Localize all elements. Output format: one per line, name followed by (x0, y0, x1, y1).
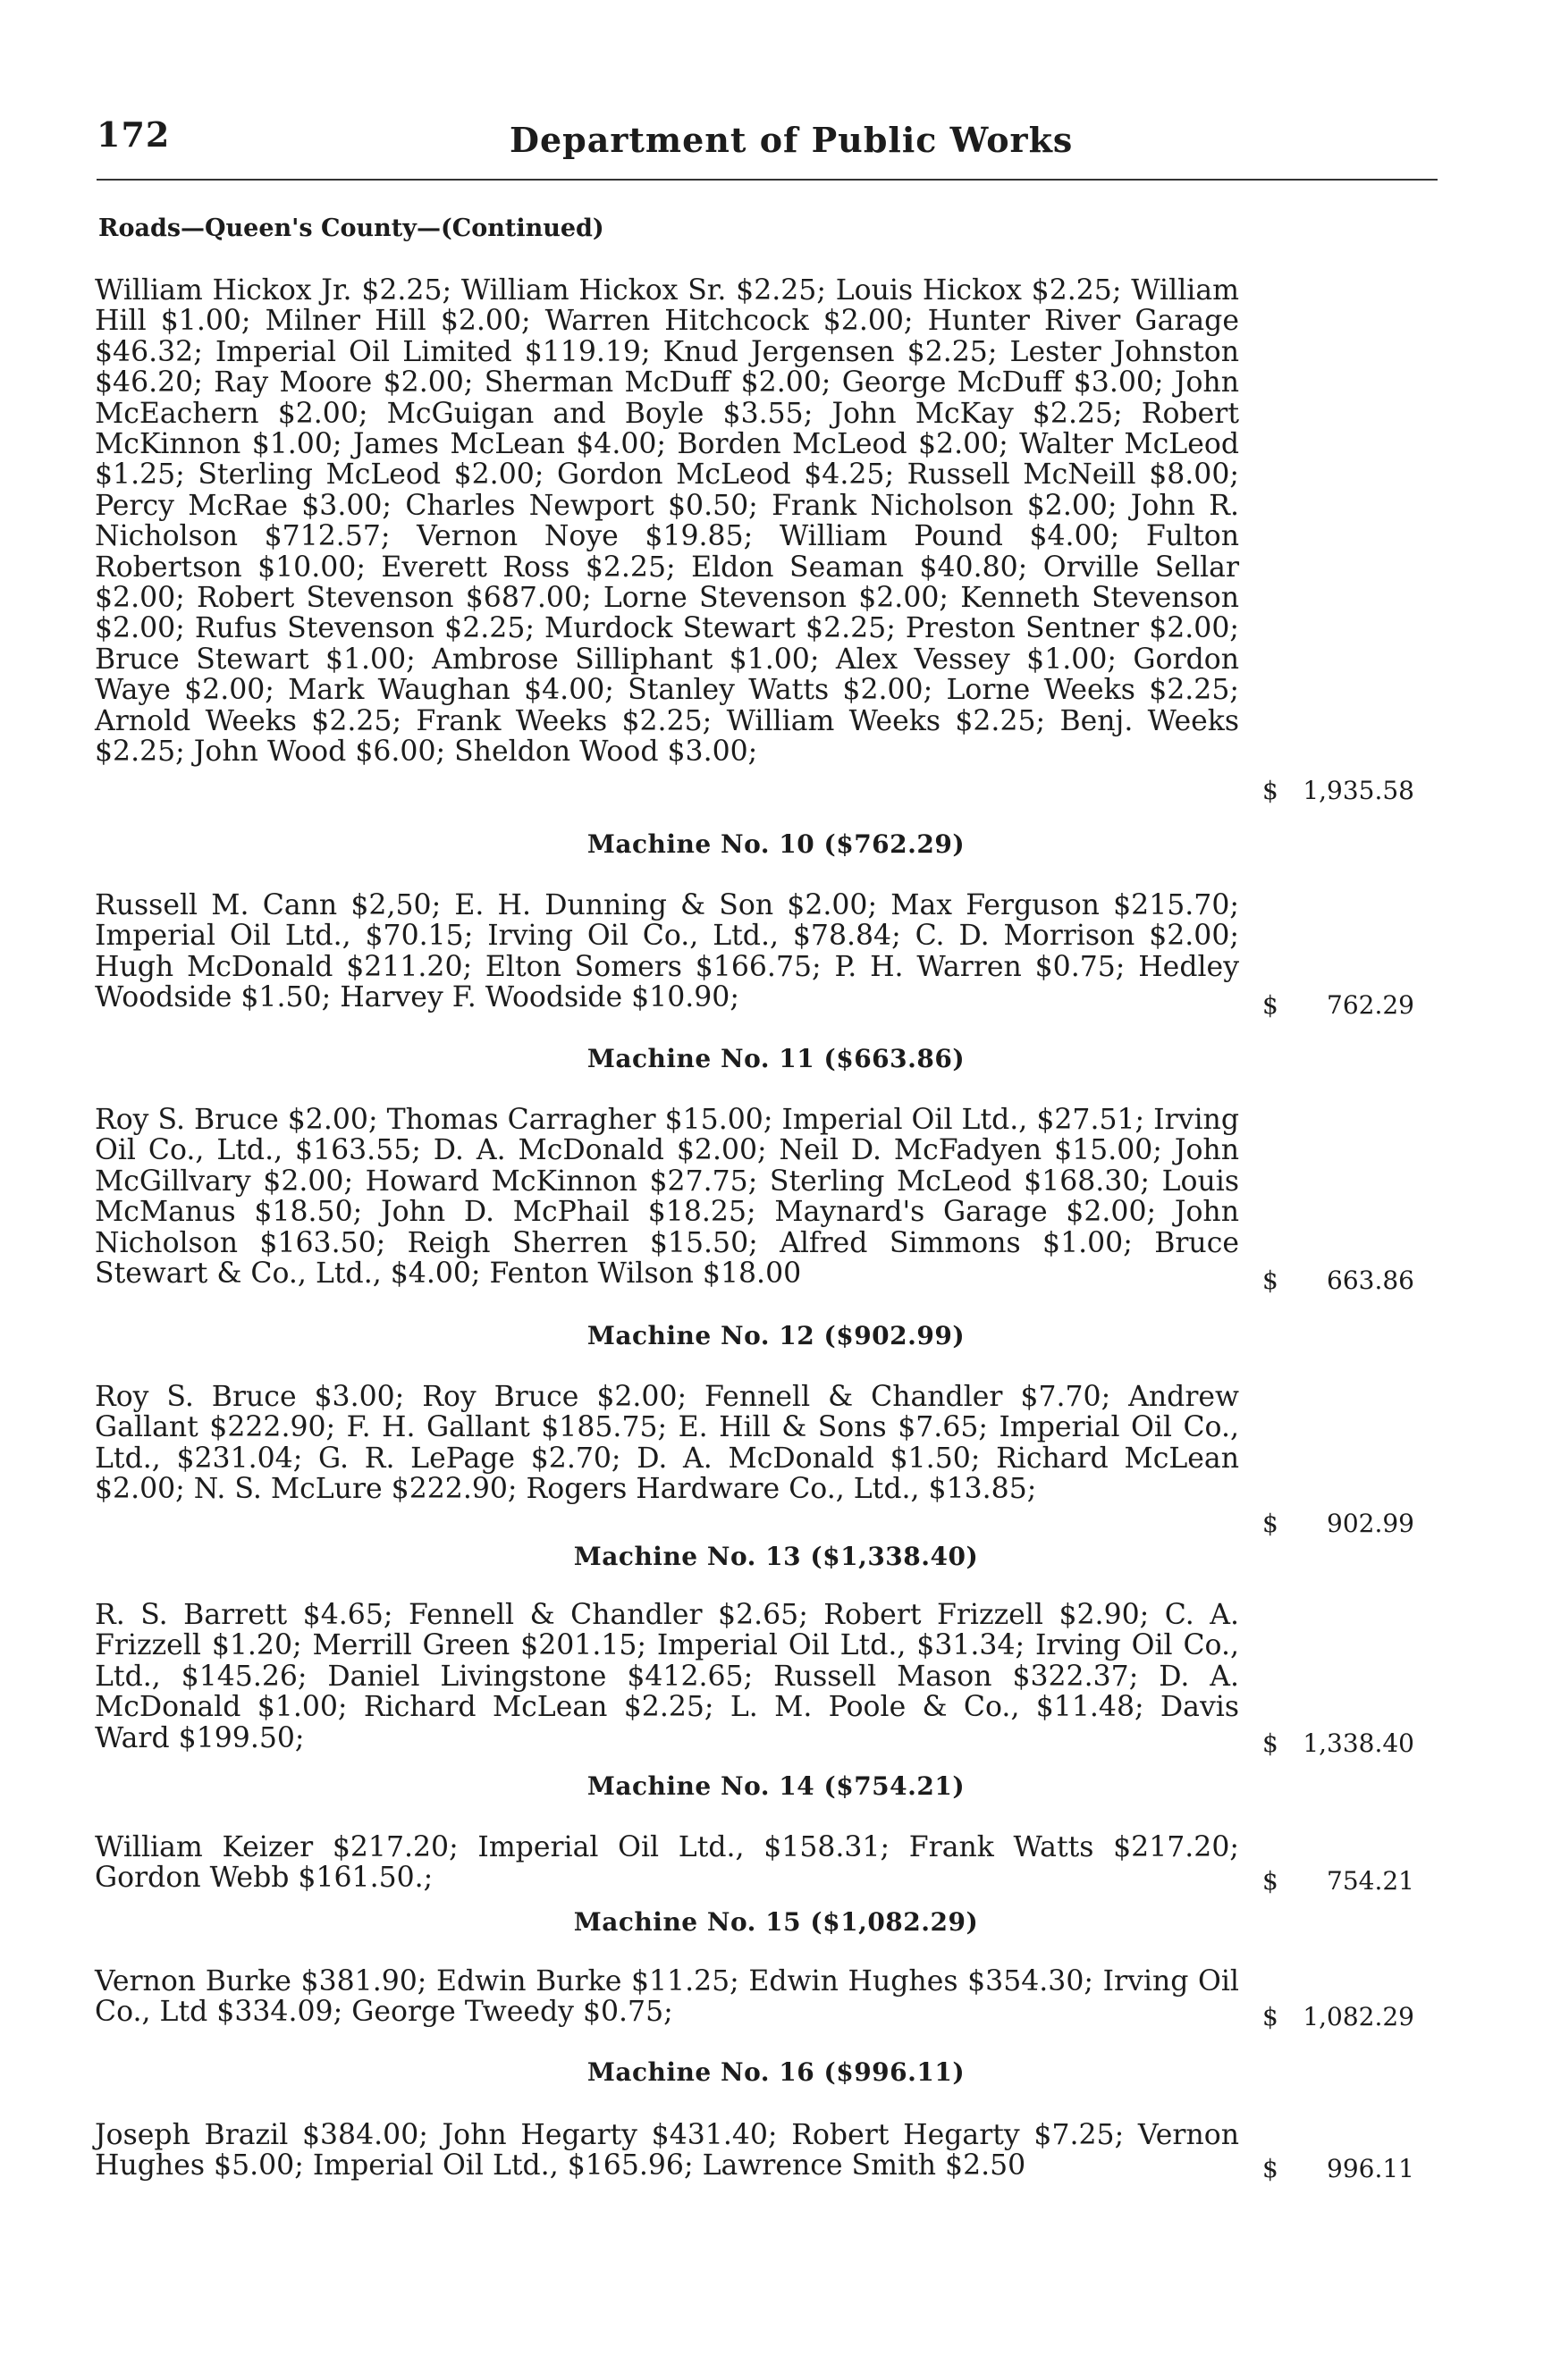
total-amount: 1,338.40 (1303, 1728, 1414, 1758)
machine-15-heading: Machine No. 15 ($1,082.29) (573, 1907, 979, 1937)
machine-15-entries (95, 1966, 1239, 2028)
dollar-sign: $ (1262, 990, 1278, 1020)
machine-14-entries (95, 1832, 1239, 1894)
machine-12-heading: Machine No. 12 ($902.99) (586, 1321, 966, 1350)
entry-text: Joseph Brazil $384.00; John Hegarty $431.40; Robert Hegarty $7.25; Vernon Hughes $5.00; Imperial Oil Ltd., $165.96; Lawrence Smith $2.50 (95, 2119, 1239, 2182)
dollar-sign: $ (1262, 1266, 1278, 1295)
total-amount: 1,082.29 (1303, 2002, 1414, 2031)
machine-11-entries (95, 1105, 1239, 1289)
dollar-sign: $ (1262, 776, 1278, 805)
entry-text: Vernon Burke $381.90; Edwin Burke $11.25; Edwin Hughes $354.30; Irving Oil Co., Ltd $334.09; George Tweedy $0.75; (95, 1965, 1239, 2029)
total-amount: 762.29 (1327, 990, 1414, 1020)
machine-11-heading: Machine No. 11 ($663.86) (586, 1044, 966, 1073)
roads-queens-entries (95, 275, 1239, 768)
machine-13-heading: Machine No. 13 ($1,338.40) (573, 1542, 979, 1571)
machine-16-heading: Machine No. 16 ($996.11) (586, 2057, 966, 2087)
machine-10-heading: Machine No. 10 ($762.29) (586, 829, 966, 859)
machine-16-entries (95, 2120, 1239, 2182)
page-header (97, 114, 1438, 168)
machine-13-entries (95, 1600, 1239, 1753)
machine-14-heading: Machine No. 14 ($754.21) (586, 1771, 966, 1801)
entry-text: Roy S. Bruce $3.00; Roy Bruce $2.00; Fennell & Chandler $7.70; Andrew Gallant $222.90; F. H. Gallant $185.75; E. Hill & Sons $7.65; Imperial Oil Co., Ltd., $231.04; G. R. LePage $2.70; D. A. McDonald $1.50; Richard McLean $2.00; N. S. McLure $222.90; Rogers Hardware Co., Ltd., $13.85; (95, 1381, 1239, 1506)
dollar-sign: $ (1262, 2154, 1278, 2183)
section-title: Roads—Queen's County—(Continued) (98, 214, 604, 242)
total-amount: 902.99 (1327, 1509, 1414, 1538)
dollar-sign: $ (1262, 2002, 1278, 2031)
page-number: 172 (97, 114, 171, 155)
dollar-sign: $ (1262, 1509, 1278, 1538)
total-amount: 996.11 (1327, 2154, 1414, 2183)
total-amount: 754.21 (1327, 1866, 1414, 1896)
total-amount: 663.86 (1327, 1266, 1414, 1295)
entry-text: Roy S. Bruce $2.00; Thomas Carragher $15.00; Imperial Oil Ltd., $27.51; Irving Oil Co., Ltd., $163.55; D. A. McDonald $2.00; Neil D. McFadyen $15.00; John McGillvary $2.00; Howard McKinnon $27.75; Sterling McLeod $168.30; Louis McManus $18.50; John D. McPhail $18.25; Maynard's Garage $2.00; John Nicholson $163.50; Reigh Sherren $15.50; Alfred Simmons $1.00; Bruce Stewart & Co., Ltd., $4.00; Fenton Wilson $18.00 (95, 1104, 1239, 1291)
entry-text: Russell M. Cann $2,50; E. H. Dunning & Son $2.00; Max Ferguson $215.70; Imperial Oil Ltd., $70.15; Irving Oil Co., Ltd., $78.84; C. D. Morrison $2.00; Hugh McDonald $211.20; Elton Somers $166.75; P. H. Warren $0.75; Hedley Woodside $1.50; Harvey F. Woodside $10.90; (95, 889, 1239, 1014)
total-amount: 1,935.58 (1303, 776, 1414, 805)
entry-text: R. S. Barrett $4.65; Fennell & Chandler $2.65; Robert Frizzell $2.90; C. A. Frizzell $1.20; Merrill Green $201.15; Imperial Oil Ltd., $31.34; Irving Oil Co., Ltd., $145.26; Daniel Livingstone $412.65; Russell Mason $322.37; D. A. McDonald $1.00; Richard McLean $2.25; L. M. Poole & Co., $11.48; Davis Ward $199.50; (95, 1599, 1239, 1754)
dollar-sign: $ (1262, 1728, 1278, 1758)
running-title: Department of Public Works (510, 120, 1074, 160)
header-rule (97, 179, 1438, 181)
dollar-sign: $ (1262, 1866, 1278, 1896)
machine-10-entries (95, 890, 1239, 1013)
entry-text: William Keizer $217.20; Imperial Oil Ltd., $158.31; Frank Watts $217.20; Gordon Webb $161.50.; (95, 1831, 1239, 1895)
entry-text: William Hickox Jr. $2.25; William Hickox Sr. $2.25; Louis Hickox $2.25; William Hill $1.00; Milner Hill $2.00; Warren Hitchcock $2.00; Hunter River Garage $46.32; Imperial Oil Limited $119.19; Knud Jergensen $2.25; Lester Johnston $46.20; Ray Moore $2.00; Sherman McDuff $2.00; George McDuff $3.00; John McEachern $2.00; McGuigan and Boyle $3.55; John McKay $2.25; Robert McKinnon $1.00; James McLean $4.00; Borden McLeod $2.00; Walter McLeod $1.25; Sterling McLeod $2.00; Gordon McLeod $4.25; Russell McNeill $8.00; Percy McRae $3.00; Charles Newport $0.50; Frank Nicholson $2.00; John R. Nicholson $712.57; Vernon Noye $19.85; William Pound $4.00; Fulton Robertson $10.00; Everett Ross $2.25; Eldon Seaman $40.80; Orville Sellar $2.00; Robert Stevenson $687.00; Lorne Stevenson $2.00; Kenneth Stevenson $2.00; Rufus Stevenson $2.25; Murdock Stewart $2.25; Preston Sentner $2.00; Bruce Stewart $1.00; Ambrose Silliphant $1.00; Alex Vessey $1.00; Gordon Waye $2.00; Mark Waughan $4.00; Stanley Watts $2.00; Lorne Weeks $2.25; Arnold Weeks $2.25; Frank Weeks $2.25; William Weeks $2.25; Benj. Weeks $2.25; John Wood $6.00; Sheldon Wood $3.00; (95, 274, 1239, 769)
machine-12-entries (95, 1382, 1239, 1505)
